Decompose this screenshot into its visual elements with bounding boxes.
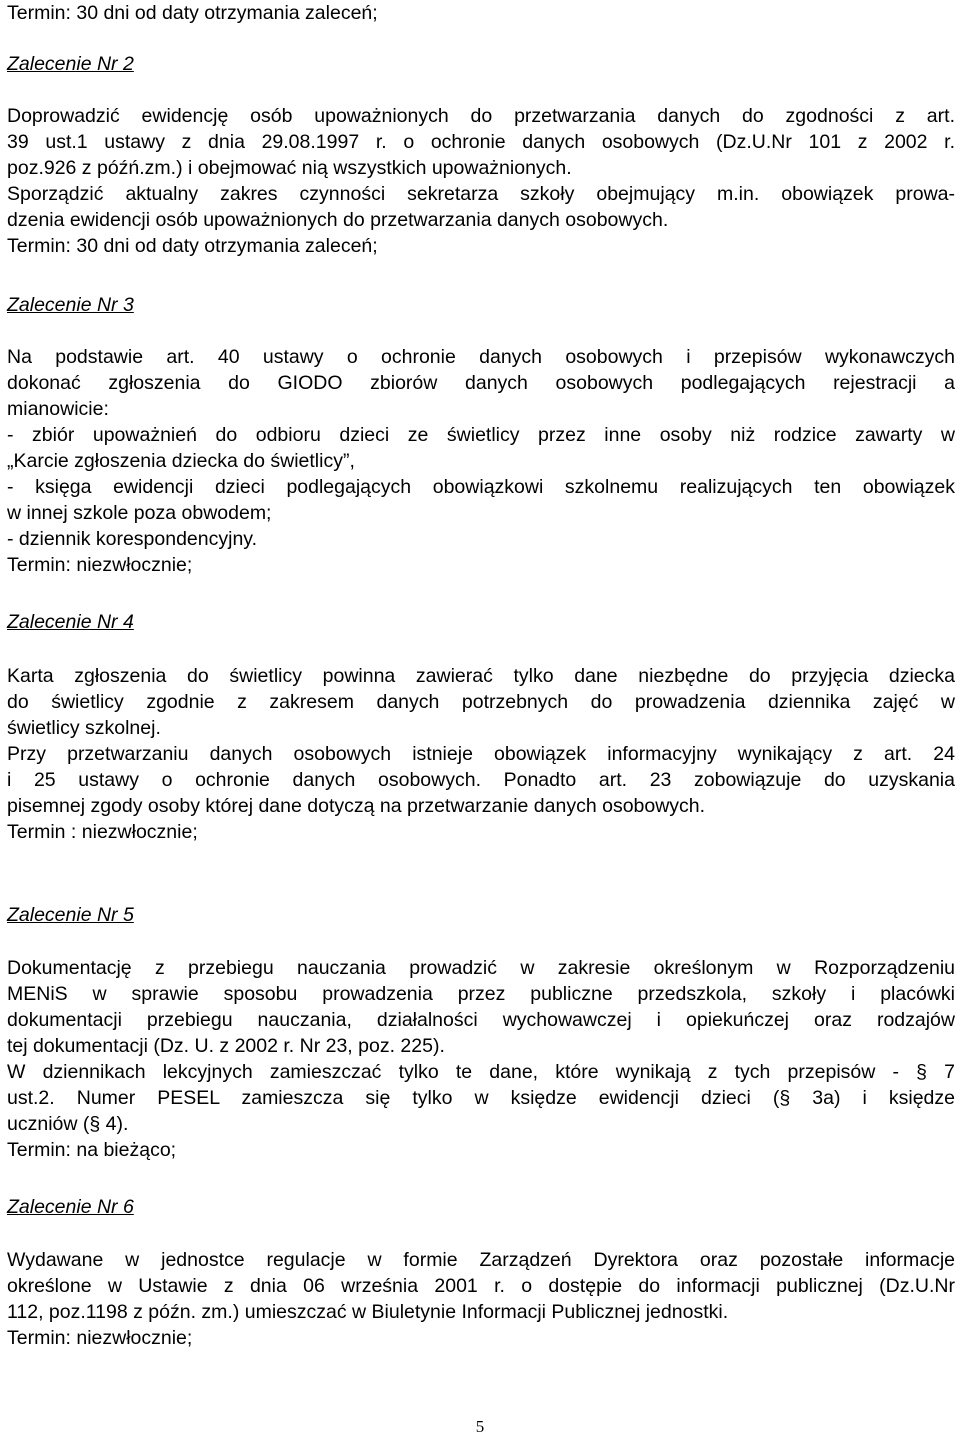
paragraph-line: MENiS w sprawie sposobu prowadzenia przez publiczne przedszkola, szkoły i placówki [7, 983, 955, 1005]
deadline-text: Termin : niezwłocznie; [7, 821, 198, 843]
deadline-text: Termin: niezwłocznie; [7, 554, 193, 576]
paragraph-line: i 25 ustawy o ochronie danych osobowych. Ponadto art. 23 zobowiązuje do uzyskania [7, 769, 955, 791]
list-item: - księga ewidencji dzieci podlegających obowiązkowi szkolnemu realizujących ten obowiązek [7, 476, 955, 498]
recommendation-heading-2: Zalecenie Nr 2 [7, 53, 134, 75]
page-number: 5 [475, 1417, 485, 1436]
paragraph-line: ust.2. Numer PESEL zamieszcza się tylko w księdze ewidencji dzieci (§ 3a) i księdze [7, 1087, 955, 1109]
deadline-text: Termin: na bieżąco; [7, 1139, 177, 1161]
paragraph-line: dokumentacji przebiegu nauczania, działalności wychowawczej i opiekuńczej oraz rodzajów [7, 1009, 955, 1031]
paragraph-line: uczniów (§ 4). [7, 1113, 129, 1135]
paragraph-line: W dziennikach lekcyjnych zamieszczać tylko te dane, które wynikają z tych przepisów - § 7 [7, 1061, 955, 1083]
paragraph-line: poz.926 z późń.zm.) i obejmować nią wszystkich upoważnionych. [7, 157, 572, 179]
paragraph-line: Karta zgłoszenia do świetlicy powinna zawierać tylko dane niezbędne do przyjęcia dziecka [7, 665, 955, 687]
paragraph-line: dokonać zgłoszenia do GIODO zbiorów danych osobowych podlegających rejestracji a [7, 372, 955, 394]
recommendation-heading-5: Zalecenie Nr 5 [7, 904, 134, 926]
deadline-text: Termin: 30 dni od daty otrzymania zaleceń; [7, 235, 378, 257]
paragraph-line: do świetlicy zgodnie z zakresem danych potrzebnych do prowadzenia dziennika zajęć w [7, 691, 955, 713]
paragraph-line: Dokumentację z przebiegu nauczania prowadzić w zakresie określonym w Rozporządzeniu [7, 957, 955, 979]
list-item: w innej szkole poza obwodem; [7, 502, 272, 524]
deadline-text: Termin: 30 dni od daty otrzymania zaleceń; [7, 2, 378, 24]
list-item: „Karcie zgłoszenia dziecka do świetlicy”, [7, 450, 355, 472]
paragraph-line: mianowicie: [7, 398, 109, 420]
paragraph-line: 112, poz.1198 z późn. zm.) umieszczać w Biuletynie Informacji Publicznej jednostki. [7, 1301, 729, 1323]
paragraph-line: Doprowadzić ewidencję osób upoważnionych do przetwarzania danych do zgodności z art. [7, 105, 955, 127]
recommendation-heading-6: Zalecenie Nr 6 [7, 1196, 134, 1218]
list-item: - dziennik korespondencyjny. [7, 528, 258, 550]
list-item: - zbiór upoważnień do odbioru dzieci ze świetlicy przez inne osoby niż rodzice zawarty w [7, 424, 955, 446]
paragraph-line: Na podstawie art. 40 ustawy o ochronie danych osobowych i przepisów wykonawczych [7, 346, 955, 368]
paragraph-line: Wydawane w jednostce regulacje w formie Zarządzeń Dyrektora oraz pozostałe informacje [7, 1249, 955, 1271]
paragraph-line: 39 ust.1 ustawy z dnia 29.08.1997 r. o ochronie danych osobowych (Dz.U.Nr 101 z 2002 r. [7, 131, 955, 153]
paragraph-line: określone w Ustawie z dnia 06 września 2001 r. o dostępie do informacji publicznej (Dz.U.Nr [7, 1275, 955, 1297]
paragraph-line: Przy przetwarzaniu danych osobowych istnieje obowiązek informacyjny wynikający z art. 24 [7, 743, 955, 765]
deadline-text: Termin: niezwłocznie; [7, 1327, 193, 1349]
paragraph-line: pisemnej zgody osoby której dane dotyczą na przetwarzanie danych osobowych. [7, 795, 706, 817]
paragraph-line: Sporządzić aktualny zakres czynności sekretarza szkoły obejmujący m.in. obowiązek prowa- [7, 183, 955, 205]
recommendation-heading-3: Zalecenie Nr 3 [7, 294, 134, 316]
paragraph-line: dzenia ewidencji osób upoważnionych do przetwarzania danych osobowych. [7, 209, 669, 231]
recommendation-heading-4: Zalecenie Nr 4 [7, 611, 134, 633]
paragraph-line: tej dokumentacji (Dz. U. z 2002 r. Nr 23, poz. 225). [7, 1035, 445, 1057]
paragraph-line: świetlicy szkolnej. [7, 717, 161, 739]
